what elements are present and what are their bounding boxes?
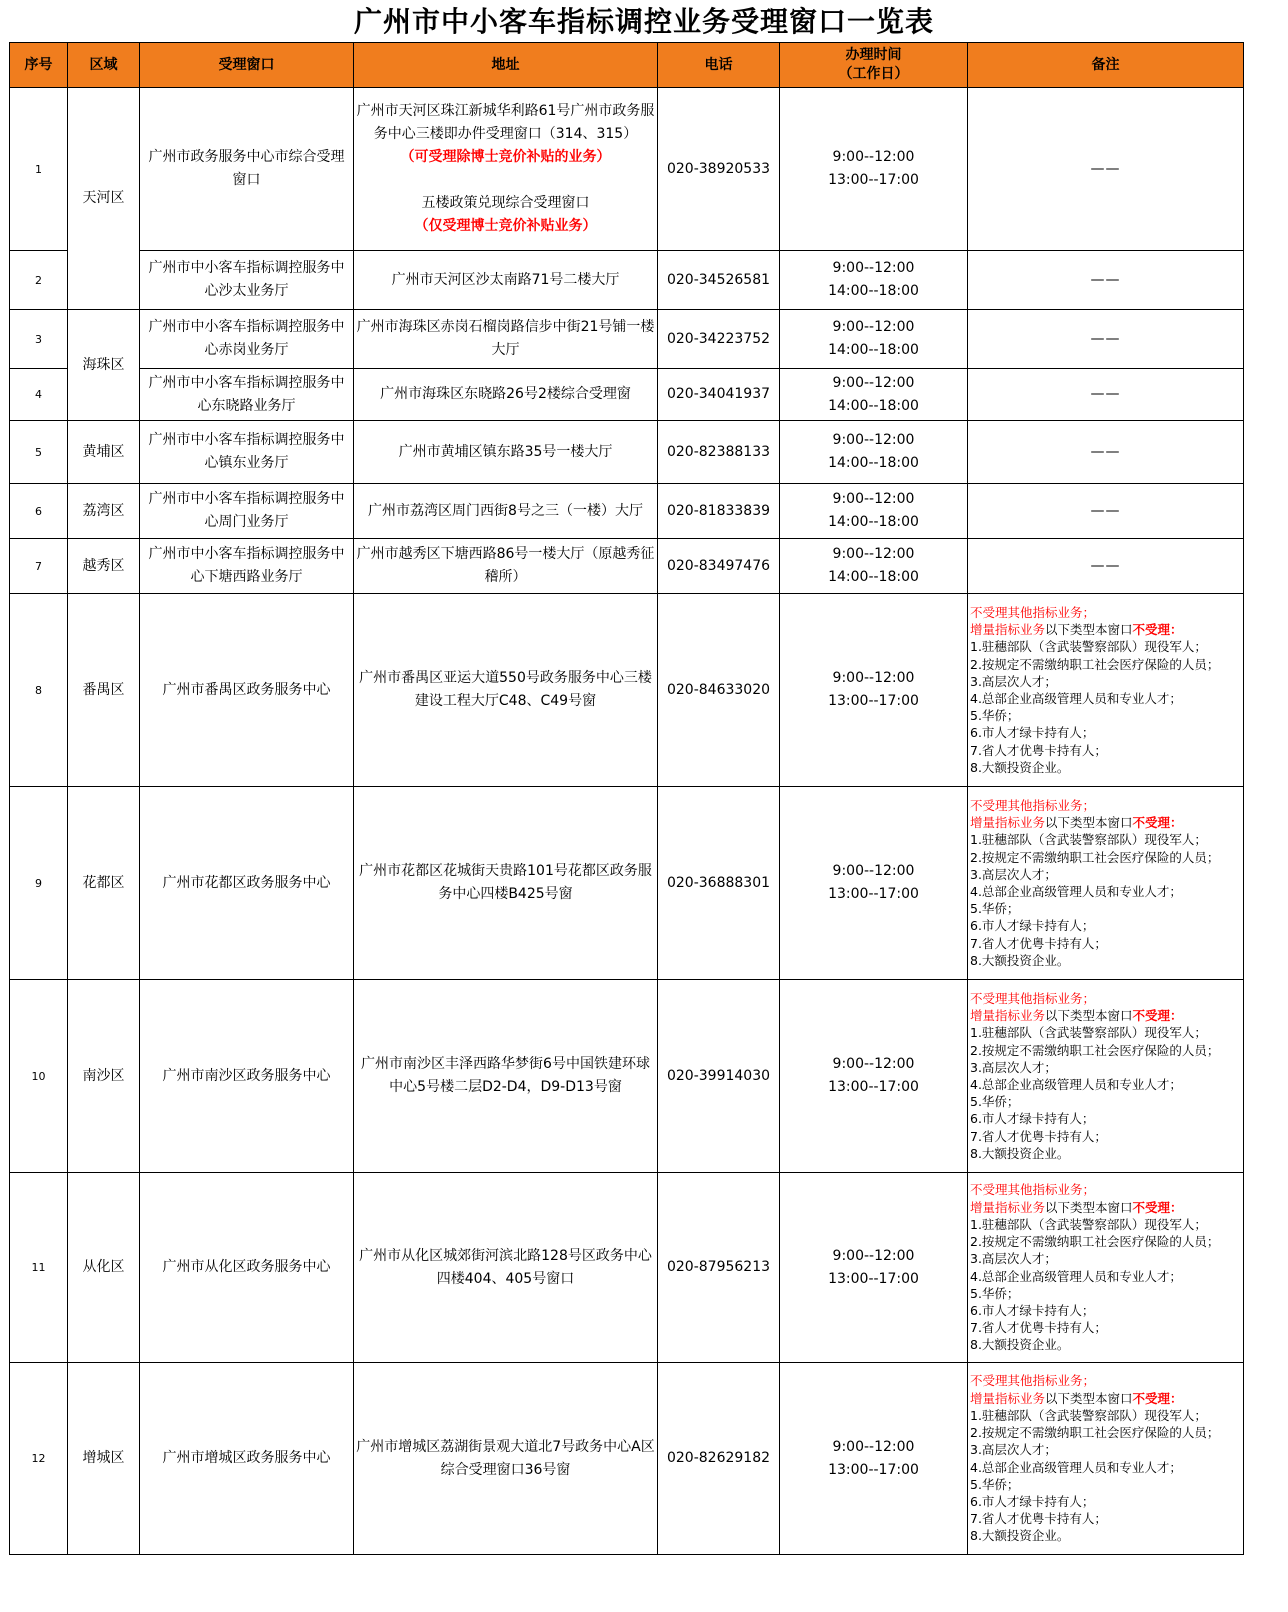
remark-item: 4.总部企业高级管理人员和专业人才；	[970, 1077, 1182, 1092]
remark-item: 1.驻穗部队（含武装警察部队）现役军人；	[970, 1025, 1207, 1041]
table-row	[10, 421, 1244, 484]
row-phone: 020-34526581	[658, 251, 780, 310]
remark-red-a: 增量指标业务	[970, 815, 1046, 831]
remark-item: 6.市人才绿卡持有人；	[970, 725, 1095, 741]
table-row	[10, 787, 1244, 980]
remark-red-b: 不受理：	[1132, 815, 1183, 831]
hours-am: 9:00--12:00	[832, 432, 915, 448]
row-window: 广州市中小客车指标调控服务中心沙太业务厅	[140, 251, 354, 310]
remark-item: 2.按规定不需缴纳职工社会医疗保险的人员；	[970, 1042, 1220, 1058]
remark-item: 7.省人才优粤卡持有人；	[970, 1128, 1107, 1144]
remark-item: 8.大额投资企业。	[970, 952, 1070, 968]
address-line: 广州市天河区珠江新城华利路61号广州市政务服务中心三楼即办件受理窗口（314、315）	[356, 103, 655, 142]
row-idx: 4	[10, 369, 68, 421]
table-row	[10, 369, 1244, 421]
remark-item: 1.驻穗部队（含武装警察部队）现役军人；	[970, 639, 1207, 655]
row-address: 广州市南沙区丰泽西路华梦街6号中国铁建环球中心5号楼二层D2-D4，D9-D13号窗	[354, 980, 658, 1173]
hours-pm: 14:00--18:00	[828, 283, 919, 299]
row-district: 增城区	[68, 1363, 140, 1555]
remark-item: 5.华侨；	[970, 901, 1020, 917]
header-phone: 电话	[658, 43, 780, 88]
header-idx: 序号	[10, 43, 68, 88]
row-hours	[780, 421, 968, 484]
row-address: 广州市增城区荔湖街景观大道北7号政务中心A区综合受理窗口36号窗	[354, 1363, 658, 1555]
row-hours	[780, 787, 968, 980]
row-address: 广州市从化区城郊街河滨北路128号区政务中心四楼404、405号窗口	[354, 1173, 658, 1363]
table-row	[10, 251, 1244, 310]
row-hours	[780, 251, 968, 310]
row-idx: 10	[10, 980, 68, 1173]
remark-item: 7.省人才优粤卡持有人；	[970, 1320, 1107, 1336]
remark-item: 1.驻穗部队（含武装警察部队）现役军人；	[970, 1216, 1207, 1232]
row-remark: ——	[968, 88, 1244, 251]
remark-line1: 不受理其他指标业务；	[970, 1373, 1096, 1389]
row-district: 从化区	[68, 1173, 140, 1363]
row-idx: 5	[10, 421, 68, 484]
row-hours	[780, 1173, 968, 1363]
row-idx: 11	[10, 1173, 68, 1363]
remark-red-b: 不受理：	[1132, 1008, 1183, 1024]
remark-mid: 以下类型本窗口	[1045, 1390, 1133, 1406]
row-remark-detail	[968, 980, 1244, 1173]
remark-item: 8.大额投资企业。	[970, 1145, 1070, 1161]
row-address: 广州市海珠区东晓路26号2楼综合受理窗	[354, 369, 658, 421]
header-hours-line2: （工作日）	[838, 66, 909, 82]
row-remark-detail	[968, 1363, 1244, 1555]
row-phone: 020-82388133	[658, 421, 780, 484]
remark-item: 4.总部企业高级管理人员和专业人才；	[970, 884, 1182, 899]
row-district: 荔湾区	[68, 484, 140, 539]
remark-item: 4.总部企业高级管理人员和专业人才；	[970, 691, 1182, 706]
address-line: 五楼政策兑现综合受理窗口	[421, 195, 590, 211]
row-window: 广州市政务服务中心市综合受理窗口	[140, 88, 354, 251]
remark-item: 8.大额投资企业。	[970, 759, 1070, 775]
row-idx: 7	[10, 539, 68, 594]
page-title: 广州市中小客车指标调控业务受理窗口一览表	[353, 5, 934, 38]
row-hours	[780, 88, 968, 251]
row-window: 广州市花都区政务服务中心	[140, 787, 354, 980]
row-phone: 020-39914030	[658, 980, 780, 1173]
remark-item: 3.高层次人才；	[970, 866, 1057, 882]
row-idx: 2	[10, 251, 68, 310]
remark-item: 6.市人才绿卡持有人；	[970, 1493, 1095, 1509]
row-hours	[780, 594, 968, 787]
remark-item: 8.大额投资企业。	[970, 1528, 1070, 1544]
remark-item: 3.高层次人才；	[970, 1251, 1057, 1267]
remark-mid: 以下类型本窗口	[1045, 815, 1133, 831]
remark-red-a: 增量指标业务	[970, 1008, 1046, 1024]
hours-am: 9:00--12:00	[832, 1438, 915, 1455]
row-remark: ——	[968, 310, 1244, 369]
remark-line2	[970, 1199, 1241, 1216]
row-district: 黄埔区	[68, 421, 140, 484]
hours-am: 9:00--12:00	[832, 1247, 915, 1264]
row-phone: 020-83497476	[658, 539, 780, 594]
row-phone: 020-87956213	[658, 1173, 780, 1363]
hours-pm: 14:00--18:00	[828, 342, 919, 358]
remark-item: 7.省人才优粤卡持有人；	[970, 1511, 1107, 1527]
table-row	[10, 310, 1244, 369]
remark-item: 7.省人才优粤卡持有人；	[970, 742, 1107, 758]
remark-red-b: 不受理：	[1132, 1199, 1183, 1215]
row-hours	[780, 539, 968, 594]
hours-pm: 14:00--18:00	[828, 455, 919, 471]
row-address: 广州市花都区花城街天贵路101号花都区政务服务中心四楼B425号窗	[354, 787, 658, 980]
remark-item: 4.总部企业高级管理人员和专业人才；	[970, 1459, 1182, 1475]
hours-am: 9:00--12:00	[832, 1056, 915, 1072]
remark-line1: 不受理其他指标业务；	[970, 604, 1096, 620]
remark-item: 8.大额投资企业。	[970, 1337, 1070, 1353]
row-hours	[780, 369, 968, 421]
hours-am: 9:00--12:00	[832, 863, 915, 879]
row-idx: 9	[10, 787, 68, 980]
hours-pm: 13:00--17:00	[828, 1079, 919, 1095]
header-row	[10, 43, 1244, 88]
row-window: 广州市中小客车指标调控服务中心赤岗业务厅	[140, 310, 354, 369]
row-phone: 020-36888301	[658, 787, 780, 980]
remark-red-b: 不受理：	[1132, 622, 1183, 638]
remark-item: 6.市人才绿卡持有人；	[970, 918, 1095, 934]
row-window: 广州市增城区政务服务中心	[140, 1363, 354, 1555]
hours-pm: 13:00--17:00	[828, 693, 919, 709]
hours-am: 9:00--12:00	[832, 546, 915, 562]
row-remark: ——	[968, 251, 1244, 310]
remark-item: 6.市人才绿卡持有人；	[970, 1302, 1095, 1318]
remark-item: 1.驻穗部队（含武装警察部队）现役军人；	[970, 1407, 1207, 1423]
row-phone: 020-84633020	[658, 594, 780, 787]
remark-line2	[970, 814, 1241, 831]
row-address: 广州市海珠区赤岗石榴岗路信步中街21号铺一楼大厅	[354, 310, 658, 369]
row-window: 广州市从化区政务服务中心	[140, 1173, 354, 1363]
row-remark-detail	[968, 1173, 1244, 1363]
row-address: 广州市荔湾区周门西街8号之三（一楼）大厅	[354, 484, 658, 539]
address-note-red: （仅受理博士竞价补贴业务）	[414, 218, 597, 234]
remark-line1: 不受理其他指标业务；	[970, 990, 1096, 1006]
row-window: 广州市南沙区政务服务中心	[140, 980, 354, 1173]
row-remark: ——	[968, 539, 1244, 594]
row-remark: ——	[968, 484, 1244, 539]
hours-pm: 14:00--18:00	[828, 569, 919, 585]
table-row	[10, 594, 1244, 787]
remark-line2	[970, 1390, 1241, 1407]
row-hours	[780, 484, 968, 539]
remark-item: 2.按规定不需缴纳职工社会医疗保险的人员；	[970, 656, 1220, 672]
remark-item: 3.高层次人才；	[970, 673, 1057, 689]
remark-item: 5.华侨；	[970, 1094, 1020, 1110]
row-district: 南沙区	[68, 980, 140, 1173]
row-window: 广州市中小客车指标调控服务中心下塘西路业务厅	[140, 539, 354, 594]
row-address: 广州市黄埔区镇东路35号一楼大厅	[354, 421, 658, 484]
row-phone: 020-81833839	[658, 484, 780, 539]
table-row	[10, 484, 1244, 539]
remark-item: 2.按规定不需缴纳职工社会医疗保险的人员；	[970, 1425, 1220, 1441]
remark-item: 6.市人才绿卡持有人；	[970, 1111, 1095, 1127]
remark-red-a: 增量指标业务	[970, 1199, 1046, 1215]
row-district: 花都区	[68, 787, 140, 980]
row-idx: 6	[10, 484, 68, 539]
header-remark: 备注	[968, 43, 1244, 88]
row-hours	[780, 980, 968, 1173]
header-address: 地址	[354, 43, 658, 88]
hours-am: 9:00--12:00	[832, 260, 915, 276]
row-phone: 020-34041937	[658, 369, 780, 421]
row-address: 广州市天河区沙太南路71号二楼大厅	[354, 251, 658, 310]
row-idx: 3	[10, 310, 68, 369]
row-window: 广州市番禺区政务服务中心	[140, 594, 354, 787]
remark-item: 1.驻穗部队（含武装警察部队）现役军人；	[970, 832, 1207, 848]
row-idx: 12	[10, 1363, 68, 1555]
table-row	[10, 1363, 1244, 1555]
row-remark: ——	[968, 369, 1244, 421]
row-remark-detail	[968, 594, 1244, 787]
hours-am: 9:00--12:00	[832, 374, 915, 391]
row-window: 广州市中小客车指标调控服务中心周门业务厅	[140, 484, 354, 539]
row-address: 广州市番禺区亚运大道550号政务服务中心三楼建设工程大厅C48、C49号窗	[354, 594, 658, 787]
remark-item: 5.华侨；	[970, 1476, 1020, 1492]
remark-red-a: 增量指标业务	[970, 1390, 1046, 1406]
row-idx: 1	[10, 88, 68, 251]
remark-item: 2.按规定不需缴纳职工社会医疗保险的人员；	[970, 849, 1220, 865]
table-row	[10, 1173, 1244, 1363]
remark-item: 3.高层次人才；	[970, 1059, 1057, 1075]
table-row	[10, 539, 1244, 594]
hours-pm: 14:00--18:00	[828, 514, 919, 530]
hours-am: 9:00--12:00	[832, 670, 915, 686]
row-idx: 8	[10, 594, 68, 787]
row-phone: 020-34223752	[658, 310, 780, 369]
row-phone: 020-82629182	[658, 1363, 780, 1555]
row-hours	[780, 310, 968, 369]
remark-item: 4.总部企业高级管理人员和专业人才；	[970, 1268, 1182, 1284]
row-remark: ——	[968, 421, 1244, 484]
remark-red-b: 不受理：	[1132, 1390, 1183, 1406]
hours-pm: 13:00--17:00	[828, 172, 919, 188]
row-window: 广州市中小客车指标调控服务中心镇东业务厅	[140, 421, 354, 484]
row-remark-detail	[968, 787, 1244, 980]
header-hours-line1: 办理时间	[845, 47, 902, 63]
remark-line1: 不受理其他指标业务；	[970, 797, 1096, 813]
remark-item: 5.华侨；	[970, 1285, 1020, 1301]
hours-pm: 13:00--17:00	[828, 1270, 919, 1287]
table-row	[10, 88, 1244, 251]
hours-am: 9:00--12:00	[832, 491, 915, 507]
hours-pm: 13:00--17:00	[828, 886, 919, 902]
row-window: 广州市中小客车指标调控服务中心东晓路业务厅	[140, 369, 354, 421]
remark-line2	[970, 1007, 1241, 1024]
row-address: 广州市越秀区下塘西路86号一楼大厅（原越秀征稽所）	[354, 539, 658, 594]
header-district: 区域	[68, 43, 140, 88]
row-district: 越秀区	[68, 539, 140, 594]
remark-mid: 以下类型本窗口	[1045, 622, 1133, 638]
row-phone: 020-38920533	[658, 88, 780, 251]
remark-item: 3.高层次人才；	[970, 1442, 1057, 1458]
remark-mid: 以下类型本窗口	[1045, 1008, 1133, 1024]
header-hours	[780, 43, 968, 88]
remark-item: 2.按规定不需缴纳职工社会医疗保险的人员；	[970, 1234, 1220, 1250]
hours-pm: 14:00--18:00	[828, 397, 919, 414]
remark-line1: 不受理其他指标业务；	[970, 1182, 1096, 1198]
remark-item: 5.华侨；	[970, 708, 1020, 724]
header-window: 受理窗口	[140, 43, 354, 88]
hours-pm: 13:00--17:00	[828, 1461, 919, 1478]
table-row	[10, 980, 1244, 1173]
row-address	[354, 88, 658, 251]
hours-am: 9:00--12:00	[832, 319, 915, 335]
remark-line2	[970, 621, 1241, 638]
row-district: 天河区	[68, 88, 140, 310]
row-district: 海珠区	[68, 310, 140, 421]
row-hours	[780, 1363, 968, 1555]
remark-red-a: 增量指标业务	[970, 622, 1046, 638]
remark-item: 7.省人才优粤卡持有人；	[970, 935, 1107, 951]
remark-mid: 以下类型本窗口	[1045, 1199, 1133, 1215]
window-table	[9, 42, 1244, 1555]
address-note-red: （可受理除博士竞价补贴的业务）	[400, 149, 611, 165]
row-district: 番禺区	[68, 594, 140, 787]
hours-am: 9:00--12:00	[832, 149, 915, 165]
